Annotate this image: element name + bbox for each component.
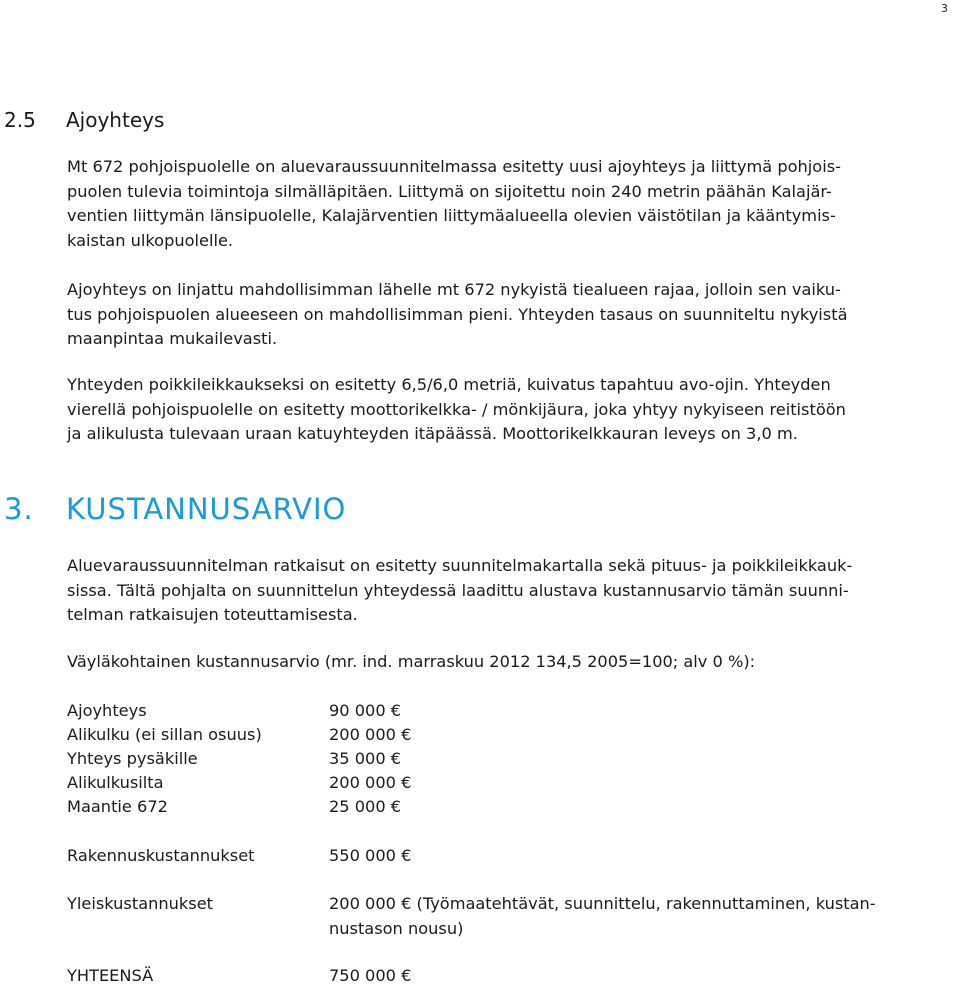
- construction-cost-label: Rakennuskustannukset: [67, 846, 255, 865]
- paragraph-cross-section: Yhteyden poikkileikkaukseksi on esitetty 6,5/6,0 metriä, kuivatus tapahtuu avo-ojin. Yhteyden vierellä pohjoispuolelle on esitetty moottorikelkka- / mönkijäura, joka yhtyy nykyiseen reitistöön ja alikulusta tulevaan uraan katuyhteyden itäpäässä. Moottorikelkkauran leveys on 3,0 m.: [67, 375, 846, 443]
- section-number: 2.5: [4, 108, 36, 132]
- paragraph-access-road-intro: Mt 672 pohjoispuolelle on aluevaraussuunnitelmassa esitetty uusi ajoyhteys ja liittymä pohjois- puolen tulevia toimintoja silmälläpitäen. Liittymä on sijoitettu noin 240 metrin päähän Kalajär- ventien liittymän länsipuolelle, Kalajärventien liittymäalueella olevien väistötilan ja kääntymis- kaistan ulkopuolelle.: [67, 157, 841, 250]
- total-cost-amount: 750 000 €: [329, 966, 412, 985]
- construction-cost-amount: 550 000 €: [329, 846, 412, 865]
- cost-amount: 200 000 €: [329, 773, 412, 792]
- section-title: Ajoyhteys: [66, 108, 165, 132]
- cost-amount: 90 000 €: [329, 701, 402, 720]
- section-number: 3.: [4, 492, 34, 526]
- page-number: 3: [941, 2, 948, 15]
- paragraph-cost-estimate-intro: Aluevaraussuunnitelman ratkaisut on esitetty suunnitelmakartalla sekä pituus- ja poikkileikkauk- sissa. Tältä pohjalta on suunnittelun yhteydessä laadittu alustava kustannusarvio tämän suunni- telman ratkaisujen toteuttamisesta.: [67, 556, 853, 624]
- section-title: KUSTANNUSARVIO: [66, 492, 347, 526]
- section-heading-3: [4, 492, 346, 526]
- cost-label: Yhteys pysäkille: [67, 749, 198, 768]
- cost-label: Alikulku (ei sillan osuus): [67, 725, 262, 744]
- cost-label: Maantie 672: [67, 797, 168, 816]
- general-cost-amount: 200 000 € (Työmaatehtävät, suunnittelu, rakennuttaminen, kustan- nustason nousu): [329, 894, 876, 938]
- cost-label: Alikulkusilta: [67, 773, 164, 792]
- general-cost-label: Yleiskustannukset: [67, 894, 214, 913]
- cost-amount: 25 000 €: [329, 797, 402, 816]
- total-cost-label: YHTEENSÄ: [67, 966, 154, 985]
- cost-amount: 200 000 €: [329, 725, 412, 744]
- section-heading-2-5: [4, 108, 164, 132]
- cost-label: Ajoyhteys: [67, 701, 147, 720]
- cost-amount: 35 000 €: [329, 749, 402, 768]
- paragraph-cost-index: Väyläkohtainen kustannusarvio (mr. ind. marraskuu 2012 134,5 2005=100; alv 0 %):: [67, 652, 756, 671]
- paragraph-access-road-alignment: Ajoyhteys on linjattu mahdollisimman lähelle mt 672 nykyistä tiealueen rajaa, jolloin sen vaiku- tus pohjoispuolen alueeseen on mahdollisimman pieni. Yhteyden tasaus on suunniteltu nykyistä maanpintaa mukailevasti.: [67, 280, 848, 348]
